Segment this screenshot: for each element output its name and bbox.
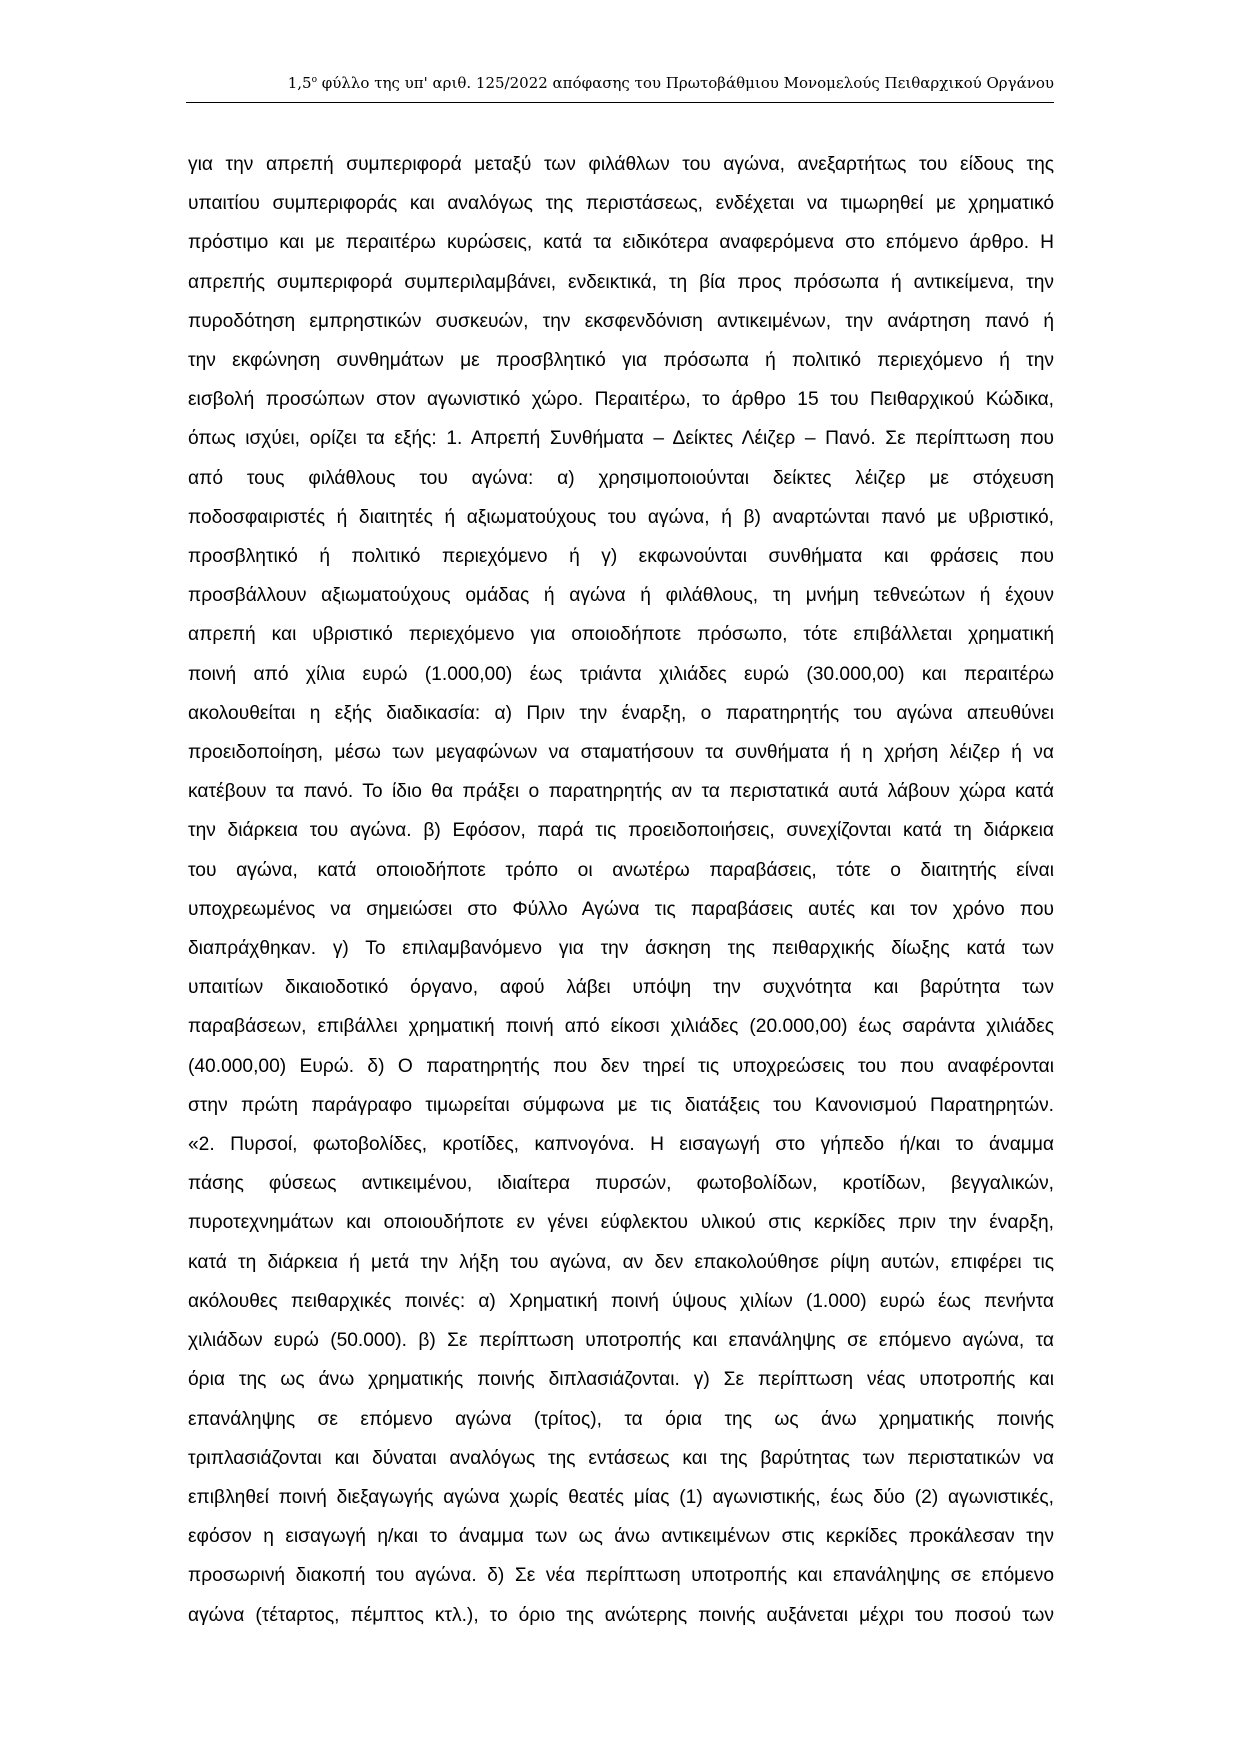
text-line: απρεπή και υβριστικό περιεχόμενο για οποιοδήποτε πρόσωπο, τότε επιβάλλεται χρηματική bbox=[188, 624, 1054, 646]
text-line: προειδοποίηση, μέσω των μεγαφώνων να σταματήσουν τα συνθήματα ή η χρήση λέιζερ ή να bbox=[188, 742, 1054, 764]
text-line: «2. Πυρσοί, φωτοβολίδες, κροτίδες, καπνογόνα. Η εισαγωγή στο γήπεδο ή/και το άναμμα bbox=[188, 1134, 1054, 1156]
text-line: (40.000,00) Ευρώ. δ) Ο παρατηρητής που δεν τηρεί τις υποχρεώσεις του που αναφέρονται bbox=[188, 1055, 1054, 1077]
text-line: διαπράχθηκαν. γ) Το επιλαμβανόμενο για την άσκηση της πειθαρχικής δίωξης κατά των bbox=[188, 938, 1054, 960]
text-line: κατά τη διάρκεια ή μετά την λήξη του αγώνα, αν δεν επακολούθησε ρίψη αυτών, επιφέρει τις bbox=[188, 1251, 1054, 1273]
text-line: κατέβουν τα πανό. Το ίδιο θα πράξει ο παρατηρητής αν τα περιστατικά αυτά λάβουν χώρα κατά bbox=[188, 781, 1054, 803]
header-prefix: 1,5 bbox=[287, 74, 312, 92]
text-line: χιλιάδων ευρώ (50.000). β) Σε περίπτωση υποτροπής και επανάληψης σε επόμενο αγώνα, τα bbox=[188, 1330, 1054, 1352]
text-line: ποινή από χίλια ευρώ (1.000,00) έως τριάντα χιλιάδες ευρώ (30.000,00) και περαιτέρω bbox=[188, 663, 1054, 685]
text-line: αγώνα (τέταρτος, πέμπτος κτλ.), το όριο της ανώτερης ποινής αυξάνεται μέχρι του ποσού των bbox=[188, 1604, 1054, 1626]
text-line: την εκφώνηση συνθημάτων με προσβλητικό για πρόσωπα ή πολιτικό περιεχόμενο ή την bbox=[188, 350, 1054, 372]
page-header bbox=[186, 72, 1054, 103]
text-line: από τους φιλάθλους του αγώνα: α) χρησιμοποιούνται δείκτες λέιζερ με στόχευση bbox=[188, 467, 1054, 489]
text-line: εισβολή προσώπων στον αγωνιστικό χώρο. Περαιτέρω, το άρθρο 15 του Πειθαρχικού Κώδικα, bbox=[188, 389, 1054, 411]
text-line: πυροτεχνημάτων και οποιουδήποτε εν γένει εύφλεκτου υλικού στις κερκίδες πριν την έναρξη, bbox=[188, 1212, 1054, 1234]
text-line: προσβάλλουν αξιωματούχους ομάδας ή αγώνα ή φιλάθλους, τη μνήμη τεθνεώτων ή έχουν bbox=[188, 585, 1054, 607]
text-line: πάσης φύσεως αντικειμένου, ιδιαίτερα πυρσών, φωτοβολίδων, κροτίδων, βεγγαλικών, bbox=[188, 1173, 1054, 1195]
text-line: επανάληψης σε επόμενο αγώνα (τρίτος), τα όρια της ως άνω χρηματικής ποινής bbox=[188, 1408, 1054, 1430]
text-line: την διάρκεια του αγώνα. β) Εφόσον, παρά τις προειδοποιήσεις, συνεχίζονται κατά τη διάρκεια bbox=[188, 820, 1054, 842]
text-line: προσωρινή διακοπή του αγώνα. δ) Σε νέα περίπτωση υποτροπής και επανάληψης σε επόμενο bbox=[188, 1565, 1054, 1587]
text-line: του αγώνα, κατά οποιοδήποτε τρόπο οι ανωτέρω παραβάσεις, τότε ο διαιτητής είναι bbox=[188, 859, 1054, 881]
text-line: για την απρεπή συμπεριφορά μεταξύ των φιλάθλων του αγώνα, ανεξαρτήτως του είδους της bbox=[188, 154, 1054, 175]
text-line: εφόσον η εισαγωγή η/και το άναμμα των ως άνω αντικειμένων στις κερκίδες προκάλεσαν την bbox=[188, 1526, 1054, 1548]
text-line: υπαιτίων δικαιοδοτικό όργανο, αφού λάβει υπόψη την συχνότητα και βαρύτητα των bbox=[188, 977, 1054, 999]
text-line: υπαιτίου συμπεριφοράς και αναλόγως της περιστάσεως, ενδέχεται να τιμωρηθεί με χρηματικό bbox=[188, 193, 1054, 215]
header-superscript: ο bbox=[311, 75, 317, 85]
text-line: ποδοσφαιριστές ή διαιτητές ή αξιωματούχους του αγώνα, ή β) αναρτώνται πανό με υβριστικό, bbox=[188, 506, 1054, 528]
text-line: τριπλασιάζονται και δύναται αναλόγως της εντάσεως και της βαρύτητας των περιστατικών να bbox=[188, 1447, 1054, 1469]
text-line: επιβληθεί ποινή διεξαγωγής αγώνα χωρίς θεατές μίας (1) αγωνιστικής, έως δύο (2) αγωνιστικές, bbox=[188, 1486, 1054, 1508]
text-line: ακολουθείται η εξής διαδικασία: α) Πριν την έναρξη, ο παρατηρητής του αγώνα απευθύνει bbox=[188, 702, 1054, 724]
text-line: όρια της ως άνω χρηματικής ποινής διπλασιάζονται. γ) Σε περίπτωση νέας υποτροπής και bbox=[188, 1369, 1054, 1391]
text-line: απρεπής συμπεριφορά συμπεριλαμβάνει, ενδεικτικά, τη βία προς πρόσωπα ή αντικείμενα, την bbox=[188, 271, 1054, 293]
text-line: ακόλουθες πειθαρχικές ποινές: α) Χρηματική ποινή ύψους χιλίων (1.000) ευρώ έως πενήντα bbox=[188, 1290, 1054, 1312]
text-line: πυροδότηση εμπρηστικών συσκευών, την εκσφενδόνιση αντικειμένων, την ανάρτηση πανό ή bbox=[188, 310, 1054, 332]
text-line: παραβάσεων, επιβάλλει χρηματική ποινή από είκοσι χιλιάδες (20.000,00) έως σαράντα χιλιάδες bbox=[188, 1016, 1054, 1038]
text-line: πρόστιμο και με περαιτέρω κυρώσεις, κατά τα ειδικότερα αναφερόμενα στο επόμενο άρθρο. Η bbox=[188, 232, 1054, 254]
header-text: φύλλο της υπ' αριθ. 125/2022 απόφασης του Πρωτοβάθμιου Μονομελούς Πειθαρχικού Οργάνου bbox=[317, 74, 1054, 92]
text-line: υποχρεωμένος να σημειώσει στο Φύλλο Αγώνα τις παραβάσεις αυτές και τον χρόνο που bbox=[188, 898, 1054, 920]
body-paragraph bbox=[188, 145, 1054, 1635]
text-line: στην πρώτη παράγραφο τιμωρείται σύμφωνα με τις διατάξεις του Κανονισμού Παρατηρητών. bbox=[188, 1094, 1054, 1116]
text-line: προσβλητικό ή πολιτικό περιεχόμενο ή γ) εκφωνούνται συνθήματα και φράσεις που bbox=[188, 546, 1054, 568]
text-line: όπως ισχύει, ορίζει τα εξής: 1. Απρεπή Συνθήματα – Δείκτες Λέιζερ – Πανό. Σε περίπτωση που bbox=[188, 428, 1054, 450]
